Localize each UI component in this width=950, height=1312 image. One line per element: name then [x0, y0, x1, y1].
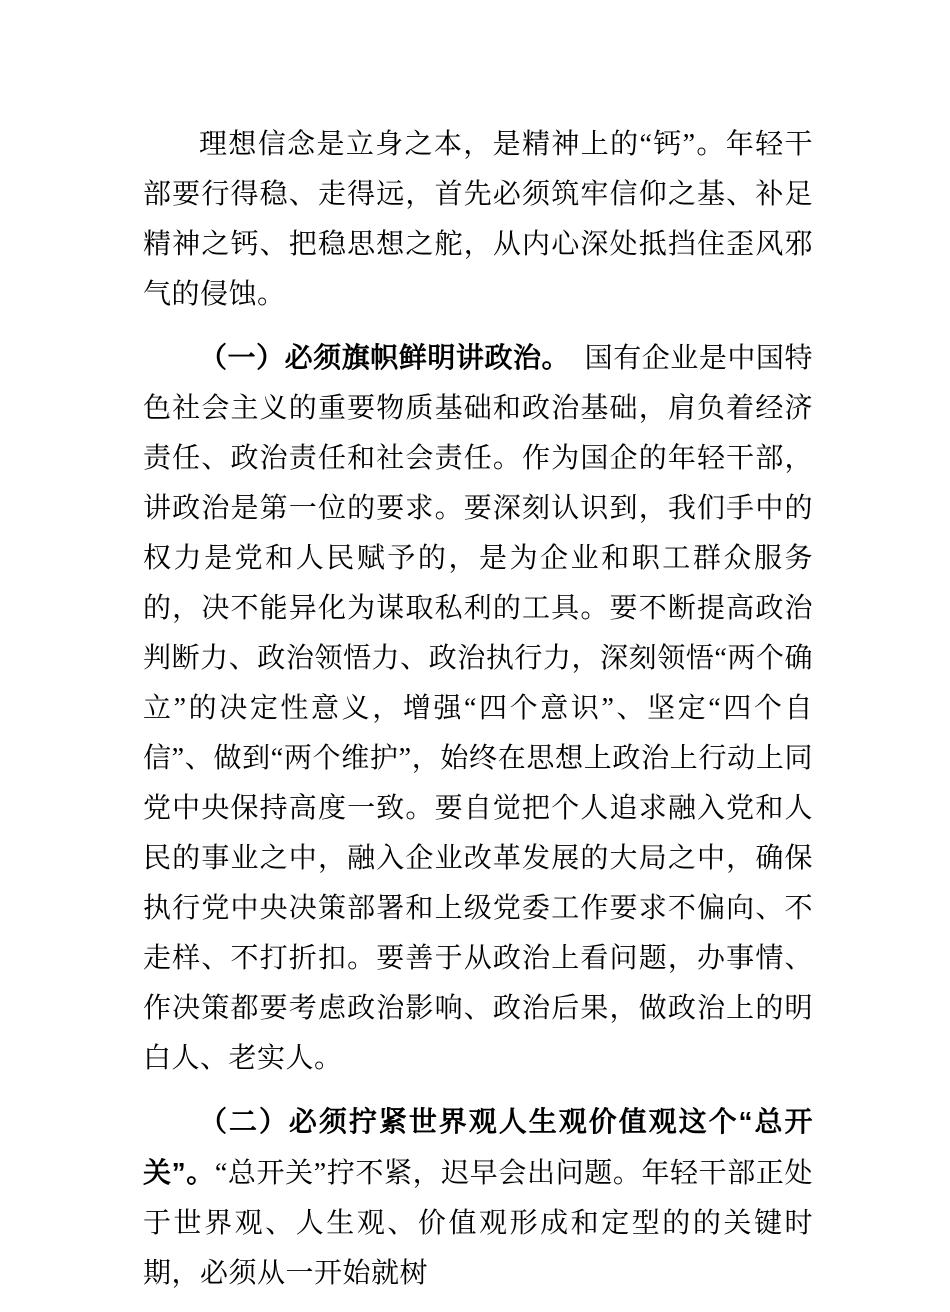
section-1-heading: （一）必须旗帜鲜明讲政治。	[199, 342, 557, 373]
section-1-text: 国有企业是中国特色社会主义的重要物质基础和政治基础，肩负着经济责任、政治责任和社会责任。作为国企的年轻干部，讲政治是第一位的要求。要深刻认识到，我们手中的权力是党和人民赋予的，是为企业和职工群众服务的，决不能异化为谋取私利的工具。要不断提高政治判断力、政治领悟力、政治执行力，深刻领悟“两个确立”的决定性意义，增强“四个意识”、坚定“四个自信”、做到“两个维护”，始终在思想上政治上行动上同党中央保持高度一致。要自觉把个人追求融入党和人民的事业之中，融入企业改革发展的大局之中，确保执行党中央决策部署和上级党委工作要求不偏向、不走样、不打折扣。要善于从政治上看问题，办事情、作决策都要考虑政治影响、政治后果，做政治上的明白人、老实人。	[143, 343, 813, 1074]
section-2-text: “总开关”拧不紧，迟早会出问题。年轻干部正处于世界观、人生观、价值观形成和定型的的关键时期，必须从一开始就树	[143, 1158, 813, 1289]
paragraph-intro-text: 理想信念是立身之本，是精神上的“钙”。年轻干部要行得稳、走得远，首先必须筑牢信仰之基、补足精神之钙、把稳思想之舵，从内心深处抵挡住歪风邪气的侵蚀。	[143, 129, 813, 310]
paragraph-section-1	[143, 333, 813, 1084]
section-2-heading: （二）必须拧紧世界观人生观价值观这个“总开关”。	[143, 1106, 813, 1188]
paragraph-section-2	[143, 1097, 813, 1299]
paragraph-intro	[143, 120, 813, 320]
document-body	[143, 120, 813, 1312]
